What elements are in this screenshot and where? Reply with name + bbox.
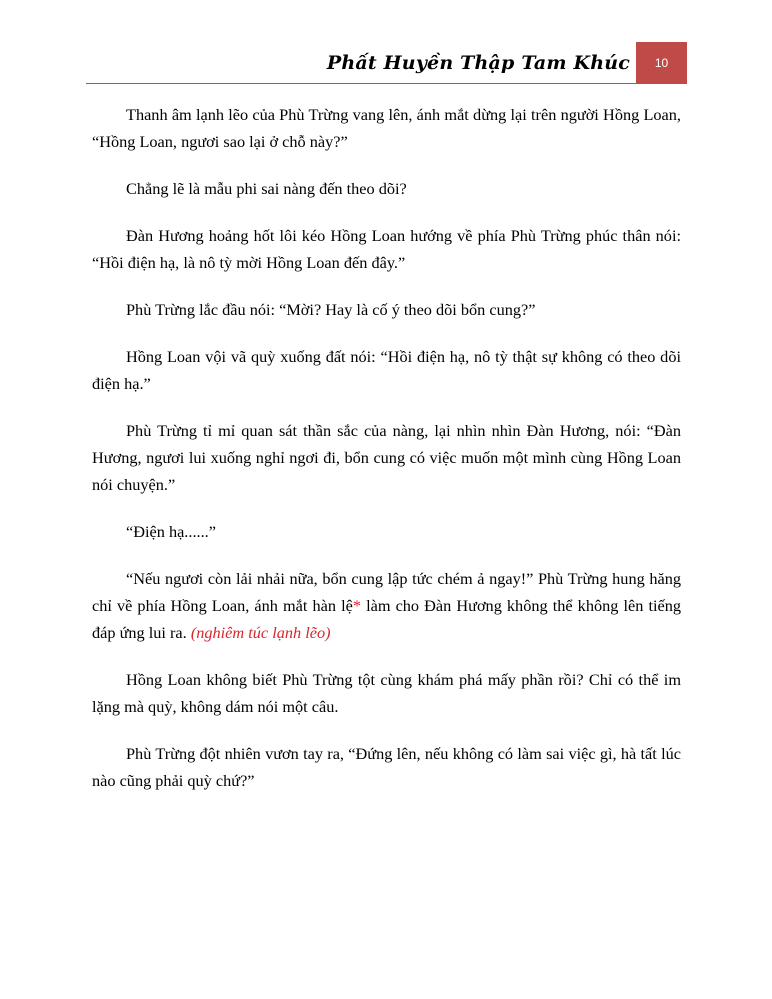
page-number-box <box>636 42 687 84</box>
paragraph: Thanh âm lạnh lẽo của Phù Trừng vang lên, ánh mắt dừng lại trên người Hồng Loan, “Hồng Loan, ngươi sao lại ở chỗ này?” <box>92 105 681 151</box>
paragraph: Phù Trừng đột nhiên vươn tay ra, “Đứng lên, nếu không có làm sai việc gì, hà tất lúc nào cũng phải quỳ chứ?” <box>92 744 681 790</box>
footnote-asterisk: * <box>352 596 361 615</box>
paragraph-text: “Nếu ngươi còn lải nhải nữa, bổn cung lập tức chém ả ngay!” Phù Trừng hung hăng chỉ về phía Hồng Loan, ánh mắt hàn lệ <box>92 569 681 615</box>
paragraph: Chẳng lẽ là mẫu phi sai nàng đến theo dõi? <box>126 179 407 198</box>
paragraph <box>92 565 681 646</box>
book-title: Phất Huyền Thập Tam Khúc <box>326 52 630 74</box>
paragraph: Đàn Hương hoảng hốt lôi kéo Hồng Loan hướng về phía Phù Trừng phúc thân nói: “Hồi điện hạ, là nô tỳ mời Hồng Loan đến đây.” <box>92 226 681 272</box>
page-number: 10 <box>654 56 669 70</box>
body-text <box>92 101 681 814</box>
paragraph: Hồng Loan không biết Phù Trừng tột cùng khám phá mấy phần rồi? Chỉ có thể im lặng mà quỳ, không dám nói một câu. <box>92 670 681 716</box>
paragraph: Phù Trừng lắc đầu nói: “Mời? Hay là cố ý theo dõi bổn cung?” <box>126 300 536 319</box>
header-divider <box>86 83 636 84</box>
paragraph: “Điện hạ......” <box>126 522 216 541</box>
paragraph-text: làm cho Đàn Hương không thể không lên tiếng đáp ứng lui ra. <box>92 596 681 642</box>
paragraph: Hồng Loan vội vã quỳ xuống đất nói: “Hồi điện hạ, nô tỳ thật sự không có theo dõi điện hạ.” <box>92 347 681 393</box>
paragraph: Phù Trừng tỉ mỉ quan sát thần sắc của nàng, lại nhìn nhìn Đàn Hương, nói: “Đàn Hương, ngươi lui xuống nghỉ ngơi đi, bổn cung có việc muốn một mình cùng Hồng Loan nói chuyện.” <box>92 421 681 494</box>
translator-note: (nghiêm túc lạnh lẽo) <box>190 623 331 642</box>
